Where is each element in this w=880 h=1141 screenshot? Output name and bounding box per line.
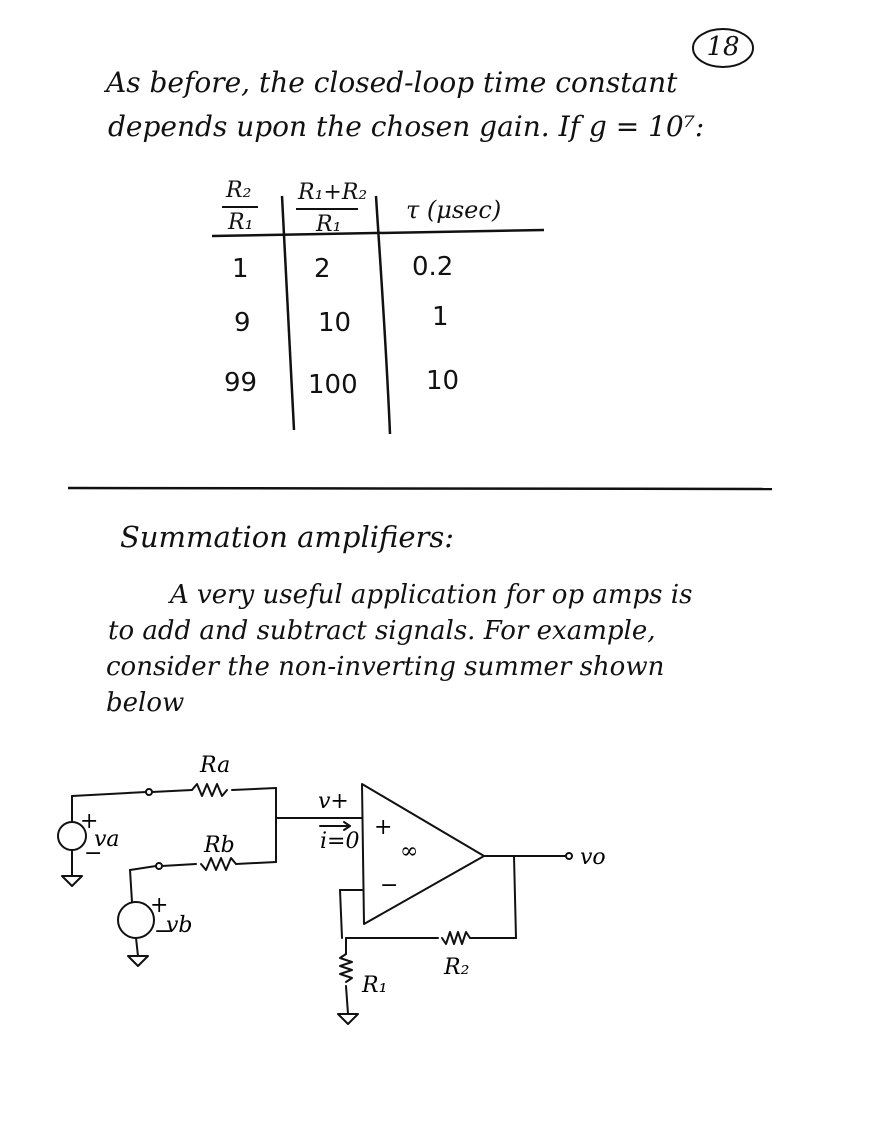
terminal-vo	[566, 853, 572, 859]
label-ra: Ra	[200, 753, 231, 778]
header-sum-ratio-denominator: R₁	[316, 212, 342, 237]
label-va-minus: −	[84, 841, 103, 866]
label-vb-plus: +	[150, 893, 169, 918]
resistor-r2	[442, 932, 470, 944]
label-va-plus: +	[80, 809, 99, 834]
paragraph-line-1: A very useful application for op amps is	[170, 580, 693, 610]
cell-tau-row3: 10	[426, 366, 460, 396]
resistor-ra	[192, 784, 227, 796]
cell-r2-r1-row3: 99	[224, 368, 258, 398]
cell-sum-row1: 2	[314, 254, 331, 284]
label-minus-input: −	[380, 873, 399, 898]
intro-line-2: depends upon the chosen gain. If g = 10⁷:	[108, 110, 705, 143]
op-amp-triangle	[362, 784, 484, 924]
label-plus-input: +	[374, 815, 393, 840]
header-sum-ratio-numerator: R₁+R₂	[298, 180, 368, 205]
header-r2-over-r1-numerator: R₂	[226, 178, 252, 203]
label-r1: R₁	[362, 973, 388, 998]
label-vb-minus: −	[154, 919, 173, 944]
cell-r2-r1-row2: 9	[234, 308, 251, 338]
cell-r2-r1-row1: 1	[232, 254, 249, 284]
cell-sum-row3: 100	[308, 370, 358, 400]
label-r2: R₂	[444, 955, 470, 980]
cell-tau-row2: 1	[432, 302, 449, 332]
label-vplus: v+	[318, 789, 349, 814]
paragraph-line-3: consider the non-inverting summer shown	[106, 652, 665, 682]
intro-line-1: As before, the closed-loop time constant	[106, 66, 678, 99]
label-vb: vb	[166, 913, 193, 938]
cell-sum-row2: 10	[318, 308, 352, 338]
label-rb: Rb	[204, 833, 235, 858]
cell-tau-row1: 0.2	[412, 252, 454, 282]
voltage-source-vb	[118, 902, 154, 966]
resistor-rb	[201, 858, 236, 870]
paragraph-line-2: to add and subtract signals. For example,	[108, 616, 656, 646]
label-infinity: ∞	[400, 839, 419, 864]
resistor-r1	[340, 954, 352, 982]
ground-r1	[338, 1014, 358, 1024]
label-i-zero: i=0	[320, 829, 360, 854]
label-vo: vo	[580, 845, 606, 870]
section-title: Summation amplifiers:	[120, 520, 455, 554]
label-va: va	[94, 827, 120, 852]
wire-va-ra	[72, 792, 146, 796]
page-number: 18	[706, 32, 740, 62]
header-tau: τ (μsec)	[406, 196, 502, 224]
header-r2-over-r1-denominator: R₁	[228, 210, 254, 235]
paragraph-line-4: below	[106, 688, 185, 718]
